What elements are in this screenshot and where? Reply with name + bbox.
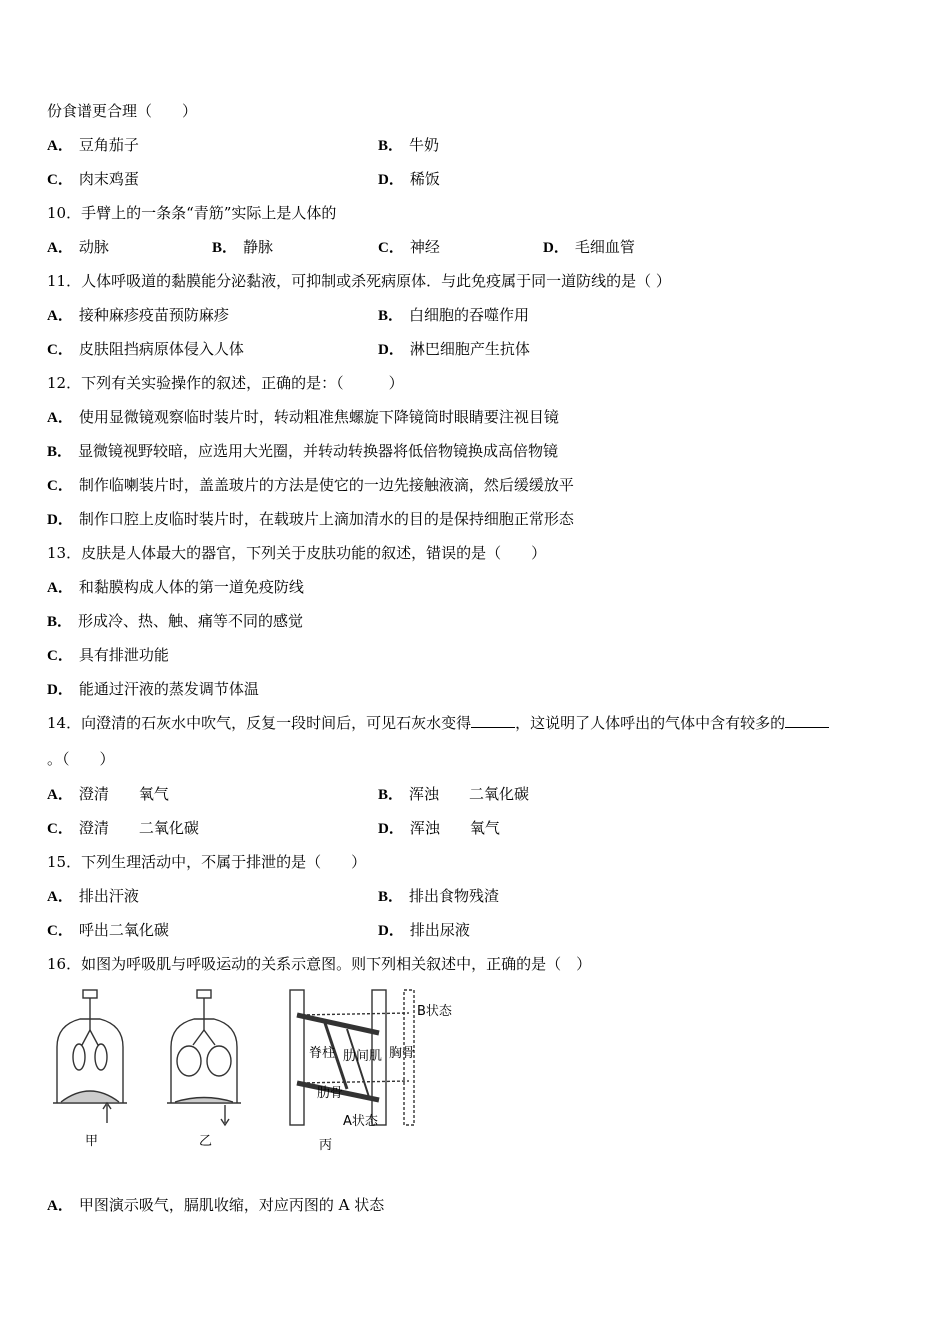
label-intercostal-muscle: 肋间肌 — [343, 1049, 383, 1064]
q13-stem: 13．皮肤是人体最大的器官，下列关于皮肤功能的叙述，错误的是（ ） — [47, 544, 547, 562]
q12-stem: 12．下列有关实验操作的叙述，正确的是：（ ） — [47, 374, 404, 392]
q14-option-a: A． 澄清 氧气 — [47, 785, 169, 803]
q13-option-a: A． 和黏膜构成人体的第一道免疫防线 — [47, 578, 304, 596]
label-bing: 丙 — [319, 1138, 333, 1153]
q14-option-c: C． 澄清 二氧化碳 — [47, 819, 199, 837]
q12-option-b: B． 显微镜视野较暗，应选用大光圈，并转动转换器将低倍物镜换成高倍物镜 — [47, 442, 559, 460]
q14-blank-1 — [471, 713, 515, 728]
q11-option-d: D． 淋巴细胞产生抗体 — [378, 340, 530, 358]
q15-option-d: D． 排出尿液 — [378, 921, 470, 939]
label-state-b: B状态 — [417, 1004, 452, 1019]
q16-stem: 16．如图为呼吸肌与呼吸运动的关系示意图。则下列相关叙述中，正确的是（ ） — [47, 955, 592, 973]
q14-stem-continued: 。（ ） — [47, 750, 115, 768]
q11-option-a: A． 接种麻疹疫苗预防麻疹 — [47, 306, 229, 324]
q9-option-a: A． 豆角茄子 — [47, 136, 139, 154]
q14-option-b: B． 浑浊 二氧化碳 — [378, 785, 530, 803]
q9-option-b: B． 牛奶 — [378, 136, 440, 154]
q13-option-c: C． 具有排泄功能 — [47, 646, 169, 664]
q14-option-d: D． 浑浊 氧气 — [378, 819, 500, 837]
q9-option-c: C． 肉末鸡蛋 — [47, 170, 139, 188]
respiration-diagram — [47, 985, 467, 1155]
label-yi: 乙 — [199, 1134, 213, 1149]
q13-option-d: D． 能通过汗液的蒸发调节体温 — [47, 680, 259, 698]
q11-stem: 11．人体呼吸道的黏膜能分泌黏液，可抑制或杀死病原体．与此免疫属于同一道防线的是（ ） — [47, 272, 671, 290]
q12-option-d: D． 制作口腔上皮临时装片时，在载玻片上滴加清水的目的是保持细胞正常形态 — [47, 510, 574, 528]
q11-option-c: C． 皮肤阻挡病原体侵入人体 — [47, 340, 244, 358]
bell-jar-yi — [167, 990, 241, 1125]
q14-stem: 14．向澄清的石灰水中吹气，反复一段时间后，可见石灰水变得 ，这说明了人体呼出的气体中含有较多的 — [47, 713, 829, 733]
q15-stem: 15．下列生理活动中，不属于排泄的是（ ） — [47, 853, 367, 871]
q12-option-c: C． 制作临喇装片时，盖盖玻片的方法是使它的一边先接触液滴，然后缓缓放平 — [47, 476, 574, 494]
q10-option-b: B． 静脉 — [212, 238, 274, 256]
q9-stem: 份食谱更合理（ ） — [47, 102, 198, 120]
q9-option-d: D． 稀饭 — [378, 170, 440, 188]
q13-option-b: B． 形成冷、热、触、痛等不同的感觉 — [47, 612, 304, 630]
q10-option-a: A． 动脉 — [47, 238, 109, 256]
q15-option-b: B． 排出食物残渣 — [378, 887, 500, 905]
q10-option-d: D． 毛细血管 — [543, 238, 635, 256]
q10-stem: 10．手臂上的一条条“青筋”实际上是人体的 — [47, 204, 337, 222]
label-rib: 肋骨 — [317, 1086, 344, 1101]
label-state-a: A状态 — [343, 1114, 378, 1129]
bell-jar-jia — [53, 990, 127, 1123]
q16-option-a: A． 甲图演示吸气，膈肌收缩，对应丙图的 A 状态 — [47, 1196, 385, 1214]
q11-option-b: B． 白细胞的吞噬作用 — [378, 306, 530, 324]
label-jia: 甲 — [85, 1134, 99, 1149]
q12-option-a: A． 使用显微镜观察临时装片时，转动粗准焦螺旋下降镜筒时眼睛要注视目镜 — [47, 408, 559, 426]
q15-option-a: A． 排出汗液 — [47, 887, 139, 905]
q15-option-c: C． 呼出二氧化碳 — [47, 921, 169, 939]
q10-option-c: C． 神经 — [378, 238, 440, 256]
label-sternum: 胸骨 — [389, 1046, 416, 1061]
label-spine: 脊柱 — [309, 1046, 336, 1061]
q14-blank-2 — [785, 713, 829, 728]
